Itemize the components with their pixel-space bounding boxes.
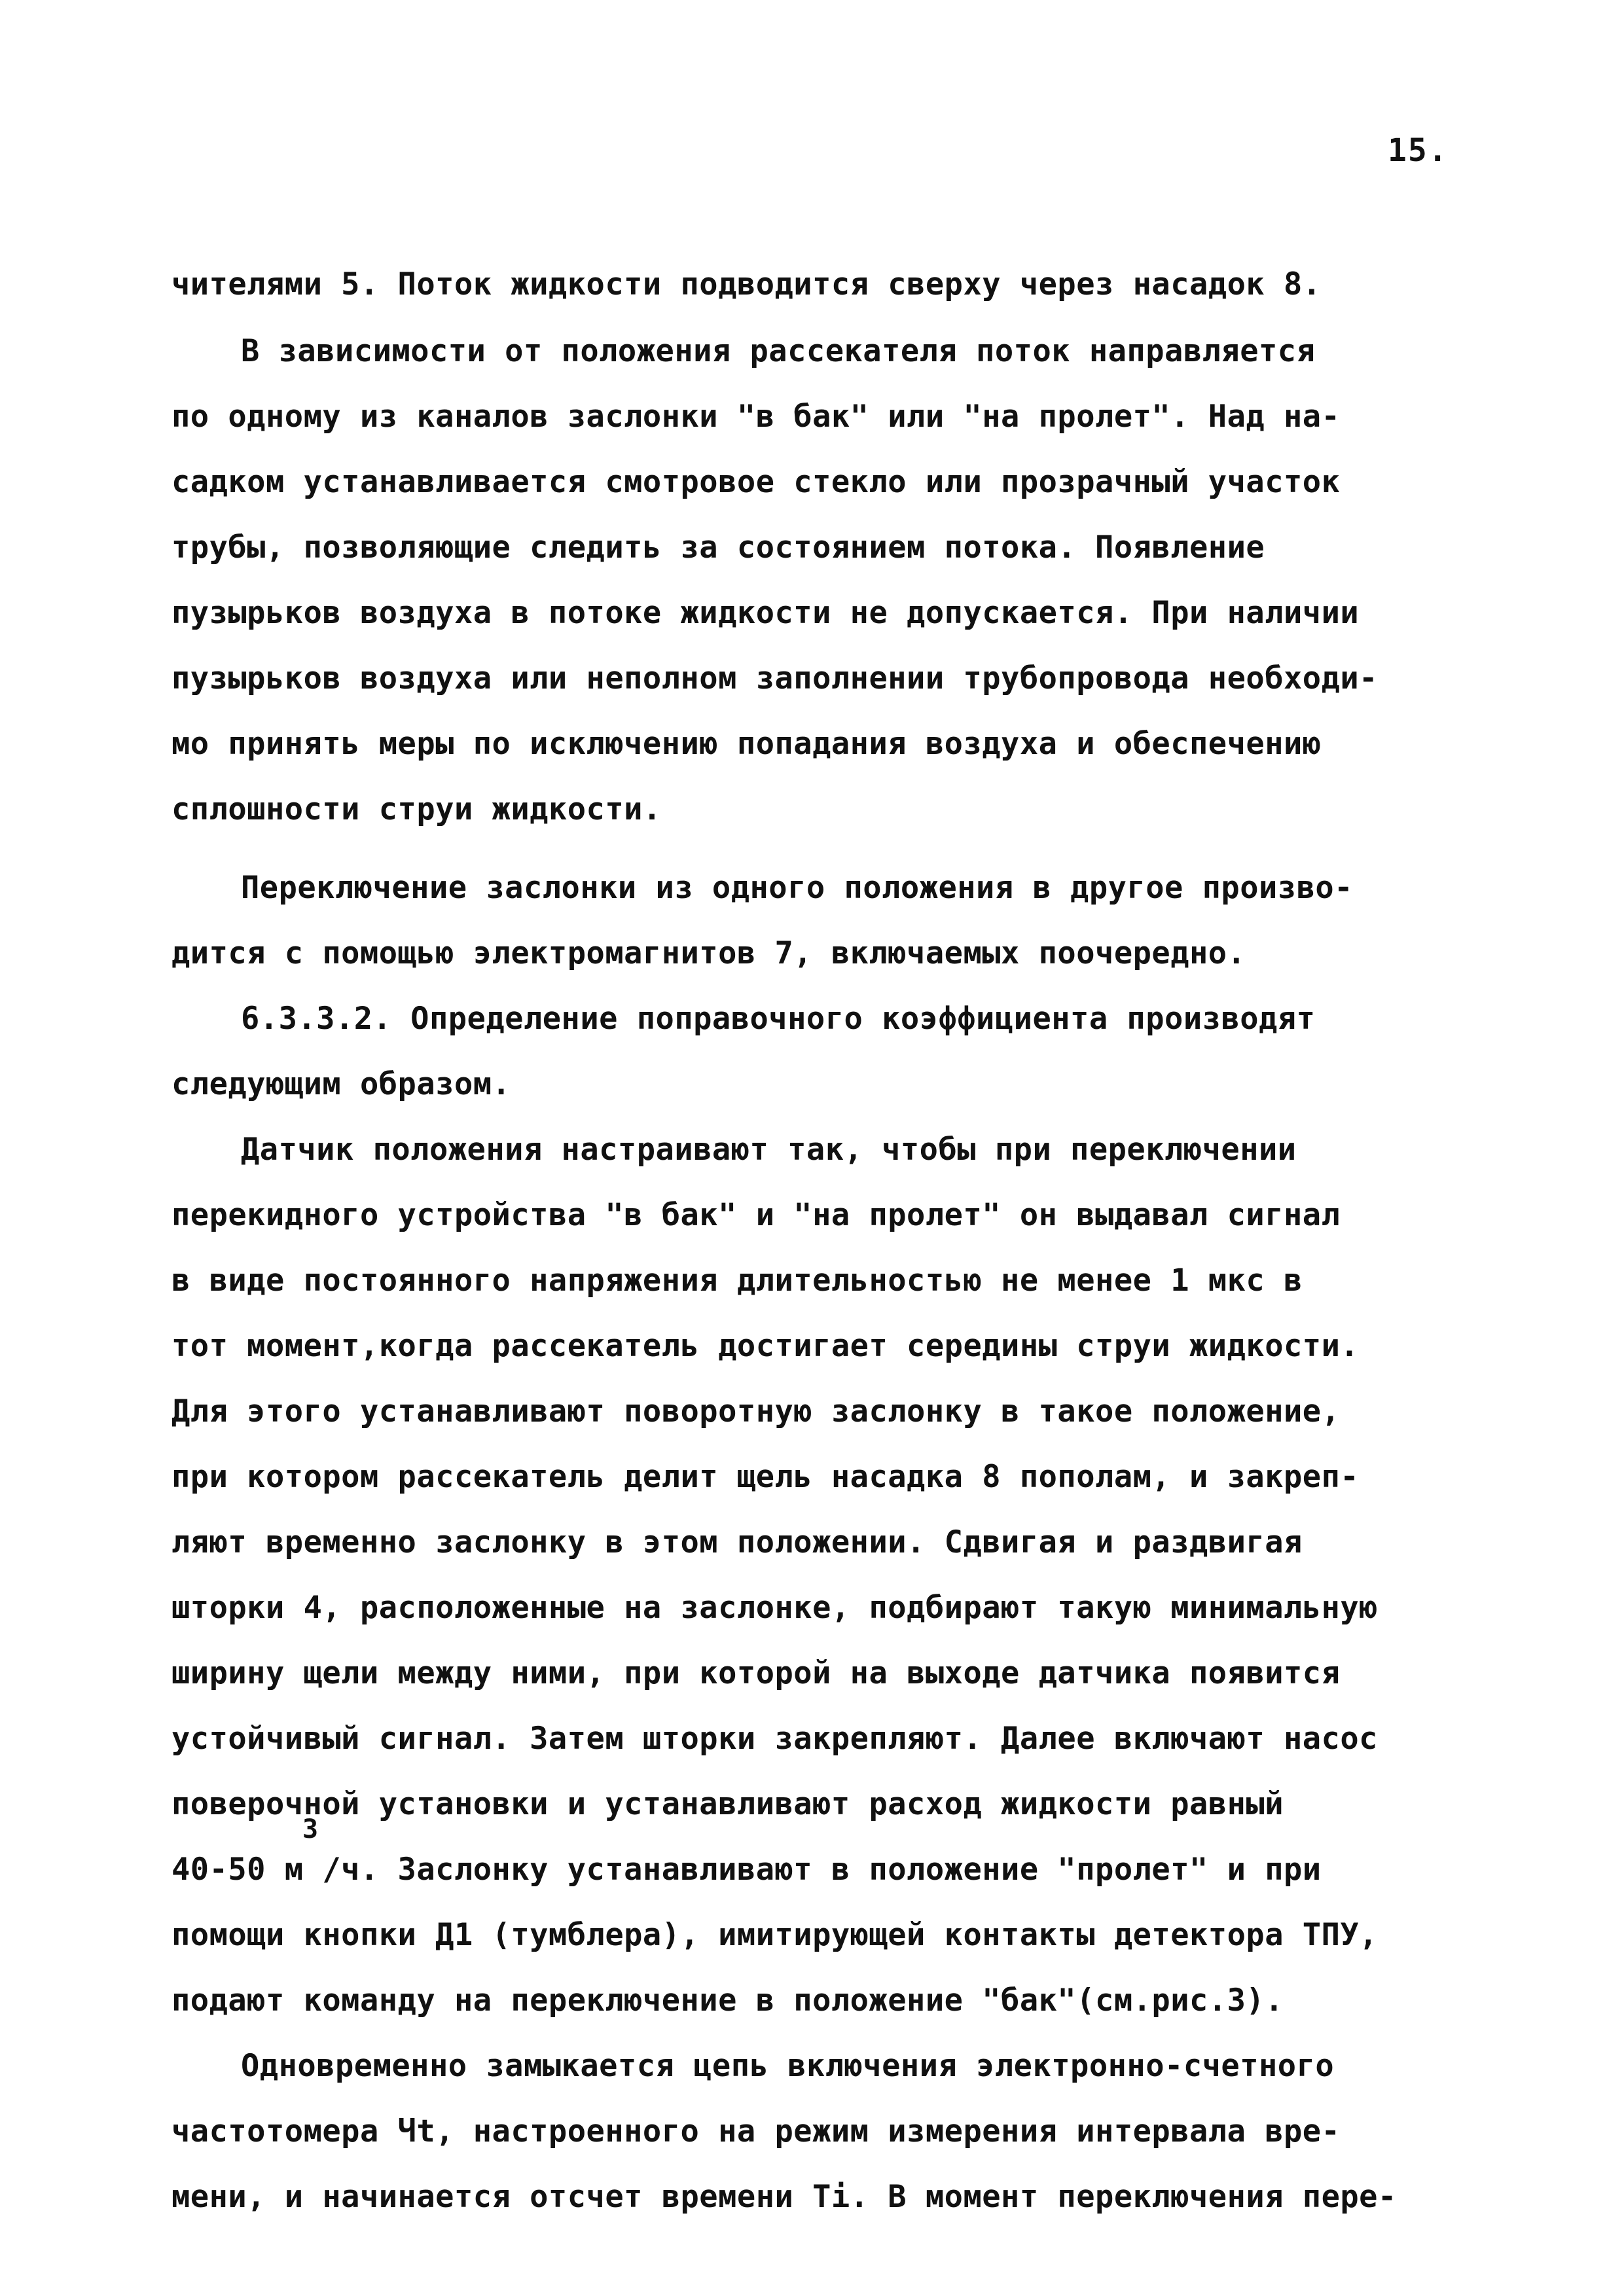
text-line: Для этого устанавливают поворотную заслонку в такое положение, <box>171 1393 1341 1429</box>
text-line: 40-50 м /ч. Заслонку устанавливают в положение "пролет" и при <box>171 1852 1322 1888</box>
text-line: Датчик положения настраивают так, чтобы при переключении <box>241 1132 1297 1168</box>
text-line: пузырьков воздуха в потоке жидкости не допускается. При наличии <box>171 595 1360 631</box>
text-line: подают команду на переключение в положение "бак"(см.рис.3). <box>171 1982 1284 2018</box>
text-line: шторки 4, расположенные на заслонке, подбирают такую минимальную <box>171 1590 1378 1626</box>
text-line: по одному из каналов заслонки "в бак" или "на пролет". Над на- <box>171 399 1341 435</box>
text-line: частотомера Чt, настроенного на режим измерения интервала вре- <box>171 2113 1341 2149</box>
text-line: В зависимости от положения рассекателя поток направляется <box>241 333 1316 369</box>
text-line: перекидного устройства "в бак" и "на пролет" он выдавал сигнал <box>171 1197 1341 1233</box>
text-line: Переключение заслонки из одного положения в другое произво- <box>241 870 1353 906</box>
page-number: 15. <box>1388 132 1449 169</box>
text-line: чителями 5. Поток жидкости подводится сверху через насадок 8. <box>171 266 1322 302</box>
text-line: садком устанавливается смотровое стекло или прозрачный участок <box>171 464 1341 500</box>
text-line: пузырьков воздуха или неполном заполнении трубопровода необходи- <box>171 660 1378 696</box>
text-line: в виде постоянного напряжения длительностью не менее 1 мкс в <box>171 1263 1303 1299</box>
text-line: следующим образом. <box>171 1066 511 1102</box>
text-line: 6.3.3.2. Определение поправочного коэффициента производят <box>241 1001 1316 1037</box>
text-line: дится с помощью электромагнитов 7, включаемых поочередно. <box>171 935 1246 971</box>
text-line: тот момент,когда рассекатель достигает середины струи жидкости. <box>171 1328 1360 1364</box>
text-line: ляют временно заслонку в этом положении. Сдвигая и раздвигая <box>171 1524 1303 1560</box>
text-line: помощи кнопки Д1 (тумблера), имитирующей контакты детектора ТПУ, <box>171 1917 1378 1953</box>
superscript-cube: 3 <box>302 1814 319 1844</box>
text-line: поверочной установки и устанавливают расход жидкости равный <box>171 1786 1284 1822</box>
text-line: сплошности струи жидкости. <box>171 791 662 827</box>
text-line: при котором рассекатель делит щель насадка 8 пополам, и закреп- <box>171 1459 1360 1495</box>
text-line: трубы, позволяющие следить за состоянием потока. Появление <box>171 529 1265 565</box>
text-line: ширину щели между ними, при которой на выходе датчика появится <box>171 1655 1341 1691</box>
text-line: мо принять меры по исключению попадания воздуха и обеспечению <box>171 726 1322 762</box>
text-line: Одновременно замыкается цепь включения электронно-счетного <box>241 2048 1335 2084</box>
text-line: мени, и начинается отсчет времени Ti. В момент переключения пере- <box>171 2179 1397 2215</box>
text-line: устойчивый сигнал. Затем шторки закрепляют. Далее включают насос <box>171 1721 1378 1757</box>
